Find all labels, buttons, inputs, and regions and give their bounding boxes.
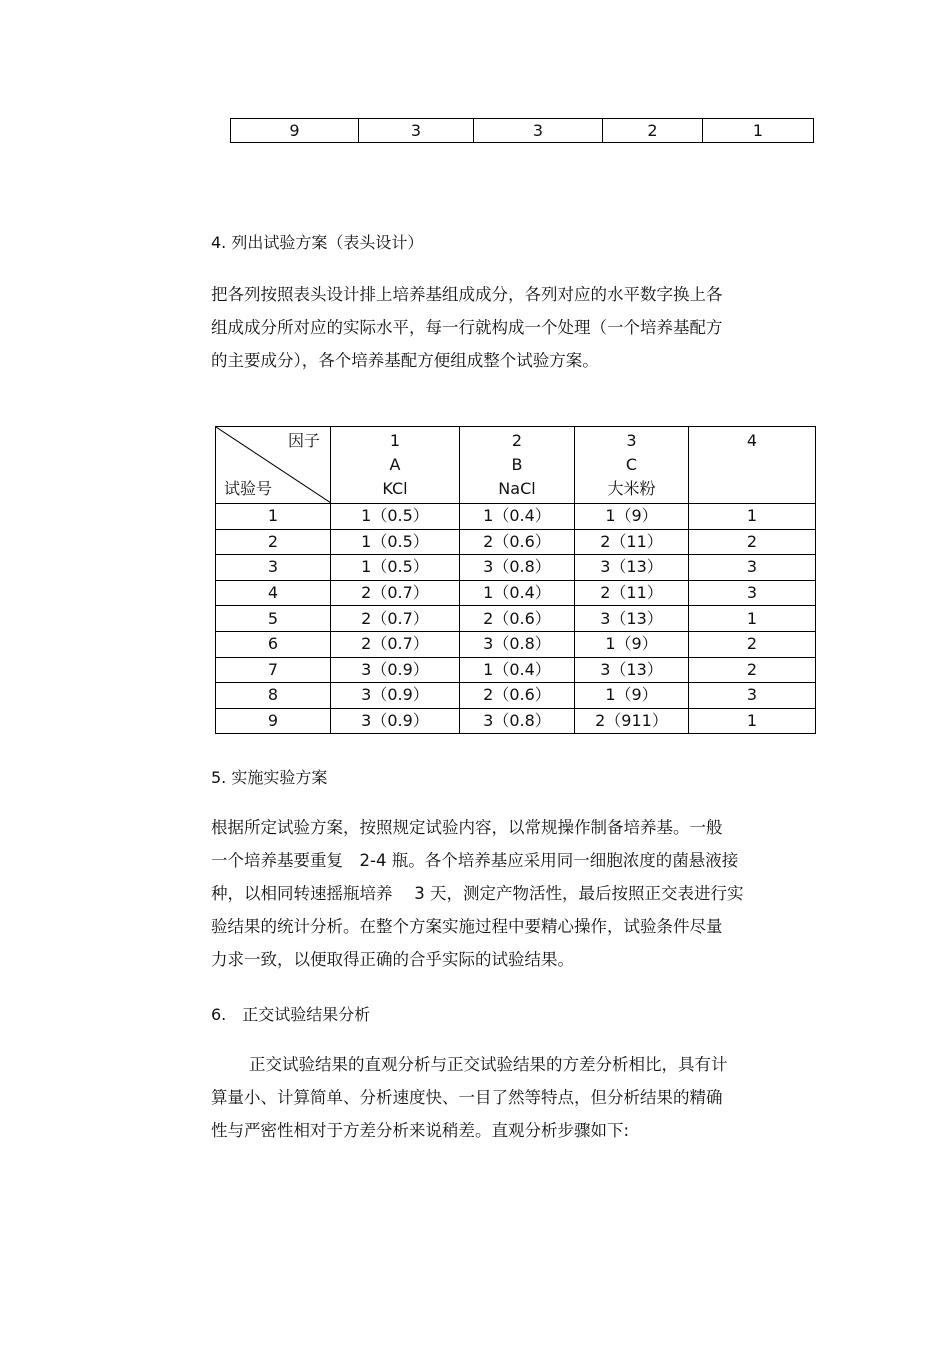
level-cell: 2（0.6） — [460, 683, 575, 709]
level-cell: 3（13） — [575, 657, 689, 683]
level-cell: 2（11） — [575, 580, 689, 606]
trial-number-cell: 6 — [216, 631, 331, 657]
table-cell: 3 — [359, 119, 474, 143]
level-cell: 1 — [689, 708, 816, 734]
table-row — [216, 529, 816, 555]
level-cell: 1 — [689, 606, 816, 632]
paragraph-line: 的主要成分），各个培养基配方便组成整个试验方案。 — [211, 351, 599, 370]
table-row — [216, 683, 816, 709]
paragraph-line: 性与严密性相对于方差分析来说稍差。直观分析步骤如下: — [211, 1121, 630, 1140]
corner-header-cell — [216, 427, 331, 504]
table-fragment-row — [230, 118, 814, 143]
section-4-paragraph — [211, 278, 781, 377]
trial-number-cell: 5 — [216, 606, 331, 632]
section-4-heading: 4. 列出试验方案（表头设计） — [211, 233, 424, 252]
factor-name: 大米粉 — [607, 479, 656, 498]
level-cell: 1（0.5） — [331, 504, 460, 530]
level-cell: 1（0.4） — [460, 657, 575, 683]
table-row — [216, 504, 816, 530]
level-cell: 2（0.6） — [460, 529, 575, 555]
level-cell: 3（0.9） — [331, 708, 460, 734]
column-number: 1 — [389, 431, 401, 450]
column-header-3 — [575, 427, 689, 504]
paragraph-line: 正交试验结果的直观分析与正交试验结果的方差分析相比，具有计 — [249, 1055, 728, 1074]
section-5-paragraph — [211, 811, 781, 976]
level-cell: 1 — [689, 504, 816, 530]
factor-letter: B — [511, 455, 523, 474]
trial-number-cell: 3 — [216, 555, 331, 581]
trial-number-cell: 9 — [216, 708, 331, 734]
level-cell: 2（911） — [575, 708, 689, 734]
paragraph-line: 组成成分所对应的实际水平，每一行就构成一个处理（一个培养基配方 — [211, 318, 723, 337]
level-cell: 3（0.9） — [331, 657, 460, 683]
orthogonal-design-table — [215, 426, 816, 734]
table-row — [216, 657, 816, 683]
level-cell: 2（0.7） — [331, 606, 460, 632]
paragraph-line: 一个培养基要重复 2-4 瓶。各个培养基应采用同一细胞浓度的菌悬液接 — [211, 851, 739, 870]
table-row — [216, 555, 816, 581]
column-number: 2 — [511, 431, 523, 450]
section-6-paragraph — [211, 1048, 781, 1147]
paragraph-line: 算量小、计算简单、分析速度快、一目了然等特点，但分析结果的精确 — [211, 1088, 723, 1107]
section-5-heading: 5. 实施实验方案 — [211, 768, 328, 787]
column-header-4 — [689, 427, 816, 504]
level-cell: 3（0.8） — [460, 555, 575, 581]
level-cell: 2（0.7） — [331, 580, 460, 606]
table-row — [216, 631, 816, 657]
factor-letter: A — [389, 455, 401, 474]
level-cell: 2（0.6） — [460, 606, 575, 632]
level-cell: 3（0.8） — [460, 631, 575, 657]
level-cell: 1（9） — [575, 631, 689, 657]
factor-label: 因子 — [287, 431, 320, 450]
trial-number-cell: 1 — [216, 504, 331, 530]
level-cell: 3（0.8） — [460, 708, 575, 734]
level-cell: 1（0.4） — [460, 580, 575, 606]
level-cell: 1（0.4） — [460, 504, 575, 530]
paragraph-line: 验结果的统计分析。在整个方案实施过程中要精心操作，试验条件尽量 — [211, 917, 723, 936]
table-cell: 3 — [474, 119, 603, 143]
level-cell: 2（11） — [575, 529, 689, 555]
factor-name: KCl — [382, 479, 408, 498]
table-body — [216, 504, 816, 734]
level-cell: 2 — [689, 529, 816, 555]
table-row — [216, 708, 816, 734]
level-cell: 3 — [689, 683, 816, 709]
level-cell: 1（9） — [575, 683, 689, 709]
trial-number-cell: 4 — [216, 580, 331, 606]
table-cell: 2 — [603, 119, 703, 143]
table-row — [216, 580, 816, 606]
paragraph-line: 根据所定试验方案，按照规定试验内容，以常规操作制备培养基。一般 — [211, 818, 723, 837]
column-header-2 — [460, 427, 575, 504]
level-cell: 3 — [689, 555, 816, 581]
level-cell: 2 — [689, 657, 816, 683]
section-6-heading: 6. 正交试验结果分析 — [211, 1005, 371, 1024]
trial-number-label: 试验号 — [224, 479, 273, 498]
factor-letter: C — [625, 455, 638, 474]
level-cell: 2（0.7） — [331, 631, 460, 657]
level-cell: 1（9） — [575, 504, 689, 530]
level-cell: 1（0.5） — [331, 529, 460, 555]
paragraph-line: 把各列按照表头设计排上培养基组成成分，各列对应的水平数字换上各 — [211, 285, 723, 304]
column-number: 3 — [626, 431, 637, 450]
trial-number-cell: 7 — [216, 657, 331, 683]
level-cell: 3（13） — [575, 555, 689, 581]
paragraph-line: 力求一致，以便取得正确的合乎实际的试验结果。 — [211, 950, 574, 969]
table-cell: 1 — [703, 119, 814, 143]
factor-name: NaCl — [498, 479, 536, 498]
level-cell: 3（0.9） — [331, 683, 460, 709]
column-number: 4 — [746, 431, 758, 450]
table-row — [231, 119, 814, 143]
level-cell: 3 — [689, 580, 816, 606]
table-cell: 9 — [231, 119, 359, 143]
column-header-1 — [331, 427, 460, 504]
table-header-row — [216, 427, 816, 504]
trial-number-cell: 8 — [216, 683, 331, 709]
level-cell: 2 — [689, 631, 816, 657]
level-cell: 1（0.5） — [331, 555, 460, 581]
table-row — [216, 606, 816, 632]
paragraph-line: 种，以相同转速摇瓶培养 3 天，测定产物活性，最后按照正交表进行实 — [211, 884, 744, 903]
trial-number-cell: 2 — [216, 529, 331, 555]
level-cell: 3（13） — [575, 606, 689, 632]
